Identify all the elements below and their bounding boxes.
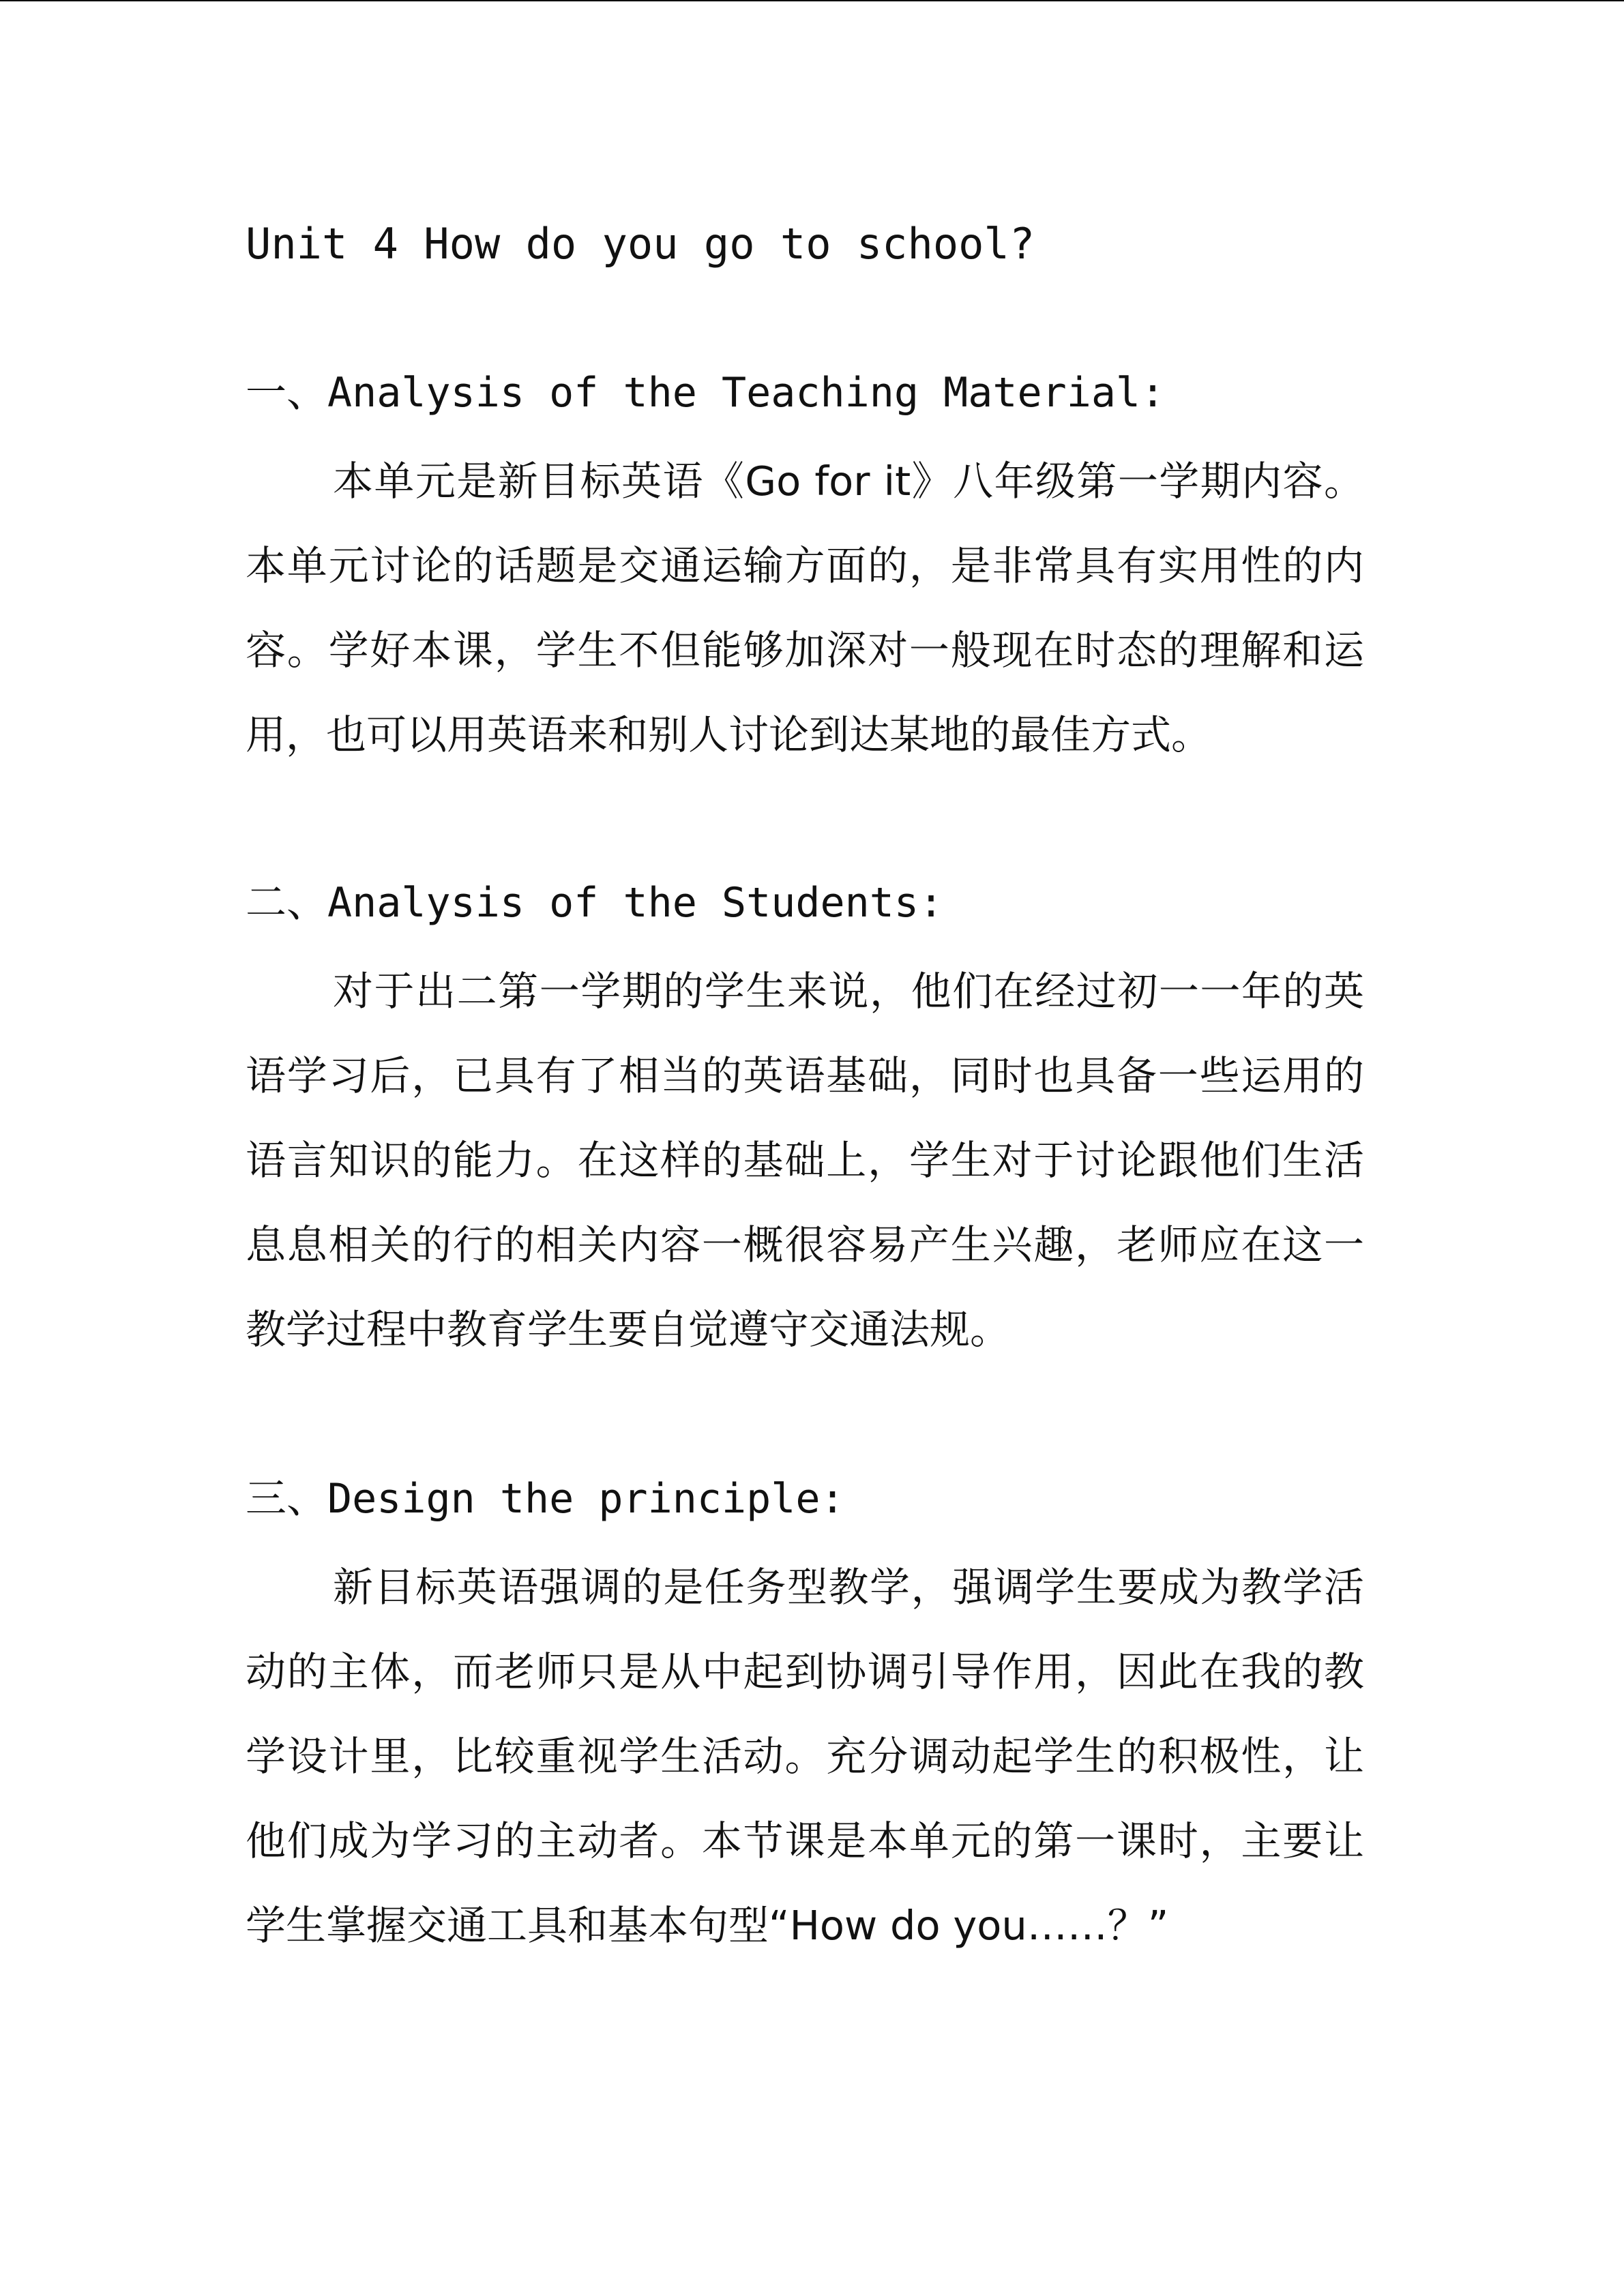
document-title: Unit 4 How do you go to school? bbox=[246, 219, 1035, 269]
section-paragraph: 对于出二第一学期的学生来说，他们在经过初一一年的英语学习后，已具有了相当的英语基础，同时也具备一些运用的语言知识的能力。在这样的基础上，学生对于讨论跟他们生活息息相关的行的相关内容一概很容易产生兴趣，老师应在这一教学过程中教育学生要自觉遵守交通法规。 bbox=[246, 968, 1364, 1353]
section-teaching-material bbox=[246, 368, 1364, 777]
section-design-principle bbox=[246, 1474, 1364, 1968]
section-students bbox=[246, 878, 1364, 1372]
section-heading: 三、Design the principle: bbox=[246, 1475, 845, 1523]
section-heading: 二、Analysis of the Students: bbox=[246, 879, 944, 927]
section-paragraph: 新目标英语强调的是任务型教学，强调学生要成为教学活动的主体，而老师只是从中起到协调引导作用，因此在我的教学设计里，比较重视学生活动。充分调动起学生的积极性，让他们成为学习的主动者。本节课是本单元的第一课时，主要让学生掌握交通工具和基本句型“How do you……？” bbox=[246, 1564, 1364, 1949]
section-heading: 一、Analysis of the Teaching Material: bbox=[246, 369, 1166, 417]
section-paragraph: 本单元是新目标英语《Go for it》八年级第一学期内容。本单元讨论的话题是交通运输方面的，是非常具有实用性的内容。学好本课，学生不但能够加深对一般现在时态的理解和运用，也可以用英语来和别人讨论到达某地的最佳方式。 bbox=[246, 458, 1364, 758]
